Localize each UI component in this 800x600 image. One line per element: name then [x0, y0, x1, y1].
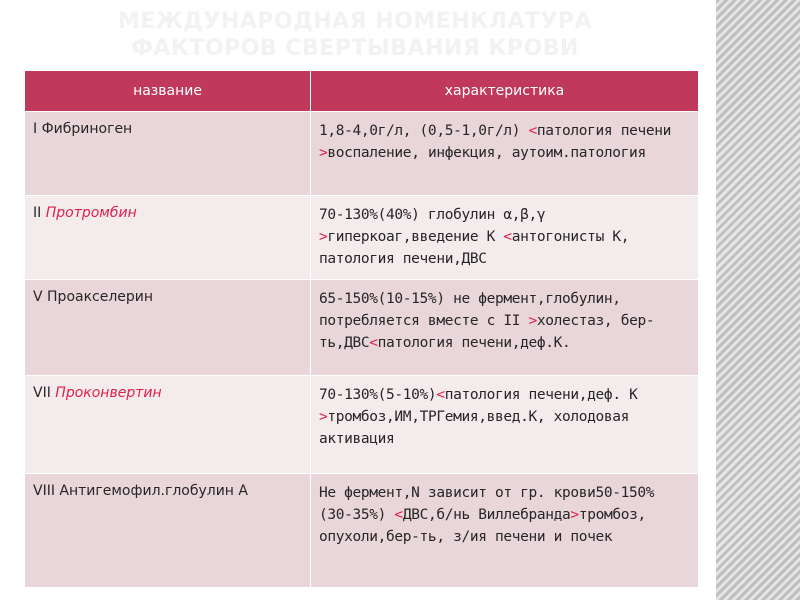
factor-number: VII: [33, 385, 51, 401]
table-row: [25, 280, 699, 376]
factor-name-cell: [25, 196, 311, 280]
factor-number: I: [33, 121, 38, 137]
factor-number: V: [33, 289, 43, 305]
desc-text: 65-150%(10-15%) не фермент,глобулин, потребляется вместе с II: [319, 291, 621, 329]
desc-text: 70-130%(5-10%): [319, 387, 437, 403]
factor-name: Антигемофил.глобулин А: [59, 483, 248, 499]
slide-title-line-1: МЕЖДУНАРОДНАЯ НОМЕНКЛАТУРА: [117, 9, 593, 34]
factor-description: [311, 112, 699, 196]
factor-name-cell: [25, 280, 311, 376]
slide-title-line-2: ФАКТОРОВ СВЕРТЫВАНИЯ КРОВИ: [131, 36, 579, 61]
less-sign: <: [436, 387, 445, 403]
greater-sign: >: [528, 313, 537, 329]
factor-description: [311, 196, 699, 280]
desc-text: ДВС,б/нь Виллебранда: [402, 507, 571, 523]
desc-text: Не фермент,N зависит от гр. крови50-150% (30-35%): [319, 485, 655, 523]
table-header-row: [25, 71, 699, 112]
factor-name: Проакселерин: [47, 289, 154, 305]
factor-number: II: [33, 205, 42, 221]
desc-text: гиперкоаг,введение К: [327, 229, 504, 245]
table-row: [25, 376, 699, 474]
less-sign: <: [369, 335, 378, 351]
desc-text: тромбоз,ИМ,ТРГемия,введ.К, холодовая активация: [319, 409, 630, 447]
desc-text: 1,8-4,0г/л, (0,5-1,0г/л): [319, 123, 529, 139]
desc-text: патология печени: [536, 123, 671, 139]
less-sign: <: [394, 507, 403, 523]
factor-name: Фибриноген: [41, 121, 133, 137]
factor-description: [311, 376, 699, 474]
table-row: [25, 474, 699, 588]
desc-text: патология печени,деф.К.: [377, 335, 571, 351]
header-characteristic: характеристика: [311, 71, 699, 112]
less-sign: <: [528, 123, 537, 139]
factor-description: [311, 280, 699, 376]
slide-title: [20, 8, 690, 62]
factor-name-cell: [25, 474, 311, 588]
desc-text: патология печени,деф. К: [444, 387, 638, 403]
desc-text: тромбоз, опухоли,бер-ть, з/ия печени и почек: [319, 507, 646, 545]
less-sign: <: [503, 229, 512, 245]
decorative-stripe: [716, 0, 800, 600]
header-name: название: [25, 71, 311, 112]
factor-name: Протромбин: [45, 205, 137, 221]
greater-sign: >: [319, 229, 328, 245]
greater-sign: >: [570, 507, 579, 523]
factor-number: VIII: [33, 483, 55, 499]
desc-text: холестаз, бер-ть,ДВС: [319, 313, 655, 351]
desc-text: воспаление, инфекция, аутоим.патология: [327, 145, 646, 161]
factor-name-cell: [25, 376, 311, 474]
factor-description: [311, 474, 699, 588]
greater-sign: >: [319, 145, 328, 161]
coagulation-factors-table: [24, 70, 699, 588]
desc-text: 70-130%(40%) глобулин α,β,γ: [319, 207, 546, 223]
factor-name: Проконвертин: [55, 385, 162, 401]
desc-text: антогонисты К, патология печени,ДВС: [319, 229, 630, 267]
factor-name-cell: [25, 112, 311, 196]
table-row: [25, 112, 699, 196]
table-row: [25, 196, 699, 280]
greater-sign: >: [319, 409, 328, 425]
